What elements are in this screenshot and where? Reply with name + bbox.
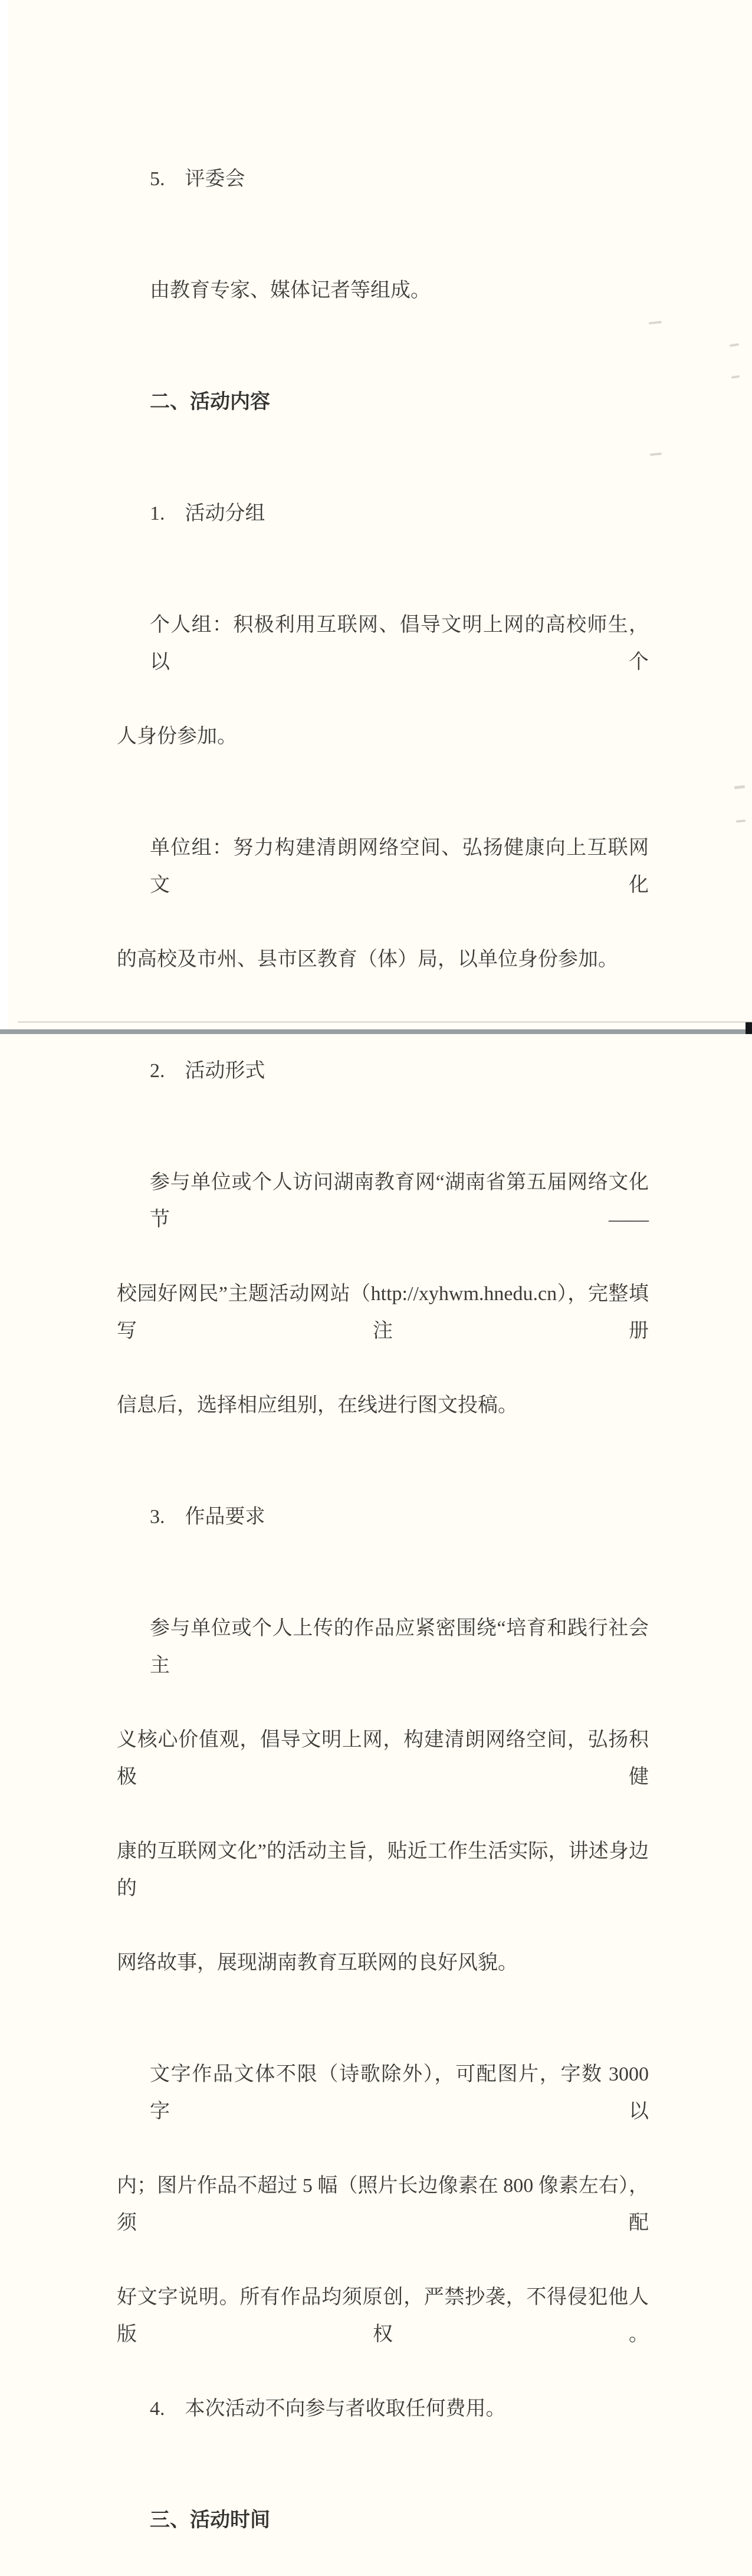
item-2-activity-format-heading: 2. 活动形式	[150, 1060, 265, 1082]
section-3-activity-time-heading: 三、活动时间	[150, 2509, 270, 2531]
scan-artifact-curl-mark	[731, 375, 740, 379]
scan-artifact-curl-mark	[734, 785, 745, 789]
work-requirements-line-1: 参与单位或个人上传的作品应紧密围绕“培育和践行社会主	[150, 1617, 649, 1676]
individual-group-line-2: 人身份参加。	[117, 726, 237, 747]
item-1-activity-grouping-heading: 1. 活动分组	[150, 503, 265, 524]
scan-artifact-curl-mark	[736, 819, 746, 822]
unit-group-line-1: 单位组：努力构建清朗网络空间、弘扬健康向上互联网文化	[150, 837, 649, 896]
work-requirements-line-4: 网络故事，展现湖南教育互联网的良好风貌。	[117, 1952, 518, 1974]
item-4-no-fee-line: 4. 本次活动不向参与者收取任何费用。	[150, 2398, 506, 2420]
item-3-work-requirements-heading: 3. 作品要求	[150, 1506, 265, 1528]
work-requirements-line-2: 义核心价值观，倡导文明上网，构建清朗网络空间，弘扬积极健	[117, 1729, 649, 1788]
scan-edge-left-strip	[0, 0, 8, 1034]
text-work-limit-line-2: 内；图片作品不超过 5 幅（照片长边像素在 800 像素左右），须配	[117, 2175, 649, 2234]
activity-format-line-3: 信息后，选择相应组别，在线进行图文投稿。	[117, 1394, 518, 1416]
scan-artifact-bottom-faint-line	[18, 1021, 752, 1023]
document-text-block	[117, 86, 654, 2576]
scan-artifact-curl-mark	[730, 343, 739, 347]
work-requirements-line-3: 康的互联网文化”的活动主旨，贴近工作生活实际，讲述身边的	[117, 1840, 649, 1899]
scan-artifact-curl-mark	[650, 452, 662, 456]
activity-format-line-2-with-url: 校园好网民”主题活动网站（http://xyhwm.hnedu.cn），完整填写注册	[117, 1283, 649, 1342]
text-work-limit-line-3: 好文字说明。所有作品均须原创，严禁抄袭，不得侵犯他人版权。	[117, 2286, 649, 2345]
judging-panel-composition-line: 由教育专家、媒体记者等组成。	[150, 280, 431, 301]
individual-group-line-1: 个人组：积极利用互联网、倡导文明上网的高校师生，以个	[150, 614, 649, 673]
scan-artifact-bottom-right-corner	[746, 1022, 752, 1034]
scan-artifact-bottom-gray-bar	[0, 1029, 752, 1034]
unit-group-line-2: 的高校及市州、县市区教育（体）局，以单位身份参加。	[117, 949, 618, 970]
text-work-limit-line-1: 文字作品文体不限（诗歌除外），可配图片，字数 3000 字以	[150, 2063, 654, 2122]
scan-artifact-curl-mark	[649, 321, 662, 324]
activity-format-line-1: 参与单位或个人访问湖南教育网“湖南省第五届网络文化节——	[150, 1171, 649, 1230]
section-2-activity-content-heading: 二、活动内容	[150, 390, 270, 413]
item-5-judging-panel-heading: 5. 评委会	[150, 168, 245, 190]
